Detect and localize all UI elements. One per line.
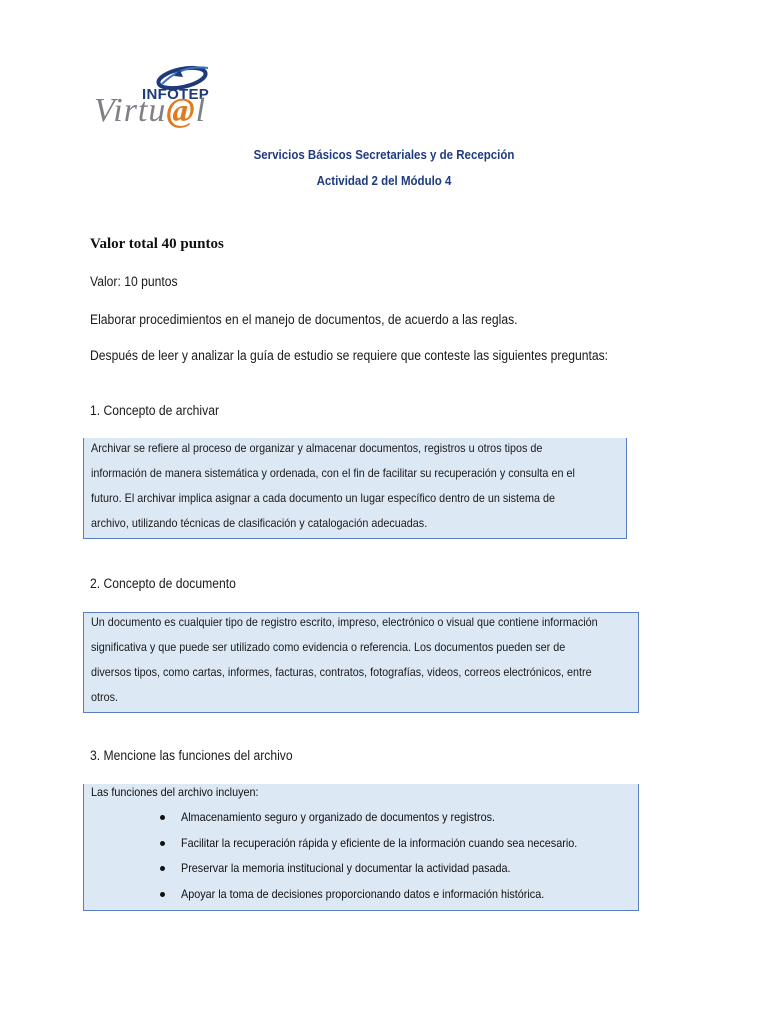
answer-text xyxy=(91,436,631,536)
instruction-text: Después de leer y analizar la guía de estudio se requiere que conteste las siguientes preguntas: xyxy=(90,348,609,363)
course-title: Servicios Básicos Secretariales y de Recepción xyxy=(253,148,515,162)
answer-line: significativa y que puede ser utilizado como evidencia o referencia. Los documentos pueden ser de xyxy=(91,640,566,654)
total-value-heading: Valor total 40 puntos xyxy=(90,236,224,252)
logo-brand-text: INFOTEP xyxy=(142,86,210,103)
value-text: Valor: 10 puntos xyxy=(90,274,178,289)
answer-line: otros. xyxy=(91,690,119,704)
answer-box xyxy=(83,438,627,539)
answer-line: futuro. El archivar implica asignar a cada documento un lugar específico dentro de un sistema de xyxy=(91,491,556,505)
question-title: 3. Mencione las funciones del archivo xyxy=(90,748,293,763)
question-title: 1. Concepto de archivar xyxy=(90,403,220,418)
bullet-icon xyxy=(160,841,165,846)
answer-text xyxy=(91,610,631,710)
answer-line: información de manera sistemática y ordenada, con el fin de facilitar su recuperación y consulta en el xyxy=(91,466,575,480)
answer-line: archivo, utilizando técnicas de clasificación y catalogación adecuadas. xyxy=(91,516,428,530)
bullet-icon xyxy=(160,815,165,820)
answer-line: Un documento es cualquier tipo de registro escrito, impreso, electrónico o visual que contiene información xyxy=(91,615,598,629)
bullet-icon xyxy=(160,892,165,897)
bullet-icon xyxy=(160,866,165,871)
answer-box xyxy=(83,612,639,713)
answer-line: diversos tipos, como cartas, informes, facturas, contratos, fotografías, videos, correos electrónicos, entre xyxy=(91,665,592,679)
answer-line: Archivar se refiere al proceso de organizar y almacenar documentos, registros u otros tipos de xyxy=(91,441,543,455)
logo-virtual-text: Virtu@l xyxy=(94,92,207,129)
answer-intro: Las funciones del archivo incluyen: xyxy=(91,785,259,799)
answer-box: Las funciones del archivo incluyen: Almacenamiento seguro y organizado de documentos y registros. Facilitar la recuperación rápida y eficiente de la información cuando sea necesario. Preservar la memoria institucional y documentar la actividad pasada. Apoyar la toma de decisiones proporcionando datos e información histórica. xyxy=(83,784,639,911)
activity-title: Actividad 2 del Módulo 4 xyxy=(316,174,452,188)
infotep-virtual-logo xyxy=(92,62,218,132)
instruction-text: Elaborar procedimientos en el manejo de documentos, de acuerdo a las reglas. xyxy=(90,312,518,327)
question-title: 2. Concepto de documento xyxy=(90,576,236,591)
